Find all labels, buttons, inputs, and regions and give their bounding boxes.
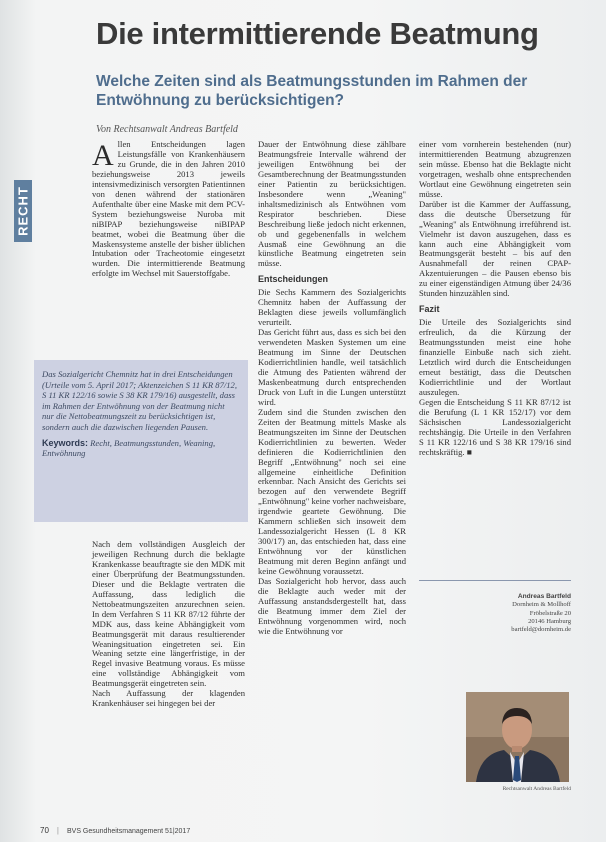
contact-street: Fröbelstraße 20 [529, 609, 571, 617]
contact-email[interactable]: bartfeld@dornheim.de [511, 626, 571, 634]
article-subtitle: Welche Zeiten sind als Beatmungsstunden im Rahmen der Entwöhnung zu berücksichtigen? [96, 73, 528, 109]
contact-firm: Dornheim & Mollhoff [512, 601, 571, 609]
paragraph: llen Entscheidungen lagen Leistungsfälle von Krankenhäusern zu Grunde, die in den Jahren 2010 beziehungsweise 2013 jeweils intensivmedizinisch versorgten Patientinnen von denen während der stationären Aufenthalte über eine Maske mit dem PCV-System beziehungsweise Nuroba mit niBIPAP beziehungsweise niBIPAP beatmet, wobei die Beatmung über die Maskensysteme anstelle der bisher üblichen Intubation oder Tracheotomie eingesetzt wurden. Die intermittierende Beatmung erfolgte im Wechsel mit Sauerstoffgabe. [92, 139, 245, 279]
paragraph: Darüber ist die Kammer der Auffassung, dass die deutsche Übersetzung für „Weaning" als Entwöhnung irreführend ist. Vielmehr ist davon auszugehen, dass es kann auch eine Abhängigkeit vom Beatmungsgerät besteht – bis auf den Ausnahmefall der reinen CPAP-Akzentuierungen – die Pausen ebenso bis zu einer eigenständigen Atmung über 24/36 Stunden hinzuzählen sind. [419, 198, 571, 299]
section-heading: Entscheidungen [258, 274, 329, 285]
contact-name: Andreas Bartfeld [517, 593, 571, 600]
article-author: Von Rechtsanwalt Andreas Bartfeld [96, 124, 238, 135]
paragraph: Dauer der Entwöhnung diese zählbare Beatmungsfreie Intervalle während der jeweiligen Entwöhnung bei der Gesamtberechnung der Beatmungsstunden einer Patientin zu berücksichtigen. Insbesondere wenn „Weaning" inhaltsmedizinisch als Entwöhnen vom Respirator beschrieben. Diese Beschreibung ließe jedoch nicht erkennen, ob und gegebenenfalls in welchem Ausmaß eine Gewöhnung an die künstliche Beatmung eingetreten sein müsse. [258, 139, 406, 269]
author-photo [466, 692, 569, 782]
footer-separator: | [56, 826, 59, 835]
column-1 [92, 140, 245, 279]
paragraph: Das Sozialgericht hob hervor, dass auch die Beklagte auch weder mit der Auffassung anstandsdergestellt hat, dass die Beatmung immer dem Ziel der Entwöhnung vorgenommen wird, noch wie die Entwöhnung vor [258, 575, 406, 636]
paragraph: Das Gericht führt aus, dass es sich bei den verwendeten Masken Systemen um eine Beatmung im Sinne der Deutschen Kodierrichtlinien handle, weil tatsächlich die Atmung des Patienten während der Maskenbeatmung durch entsprechenden Druck von Luft in die Lungen unterstützt wird. [258, 327, 406, 407]
paragraph: Nach dem vollständigen Ausgleich der jeweiligen Rechnung durch die beklagte Krankenkasse beauftragte sie den MDK mit einer Überprüfung der Beatmungsstunden. Dieser und die Beklagte vertraten die Auffassung, dass lediglich die Nettobeatmungszeiten anzurechnen seien. In dem Verfahren S 11 KR 87/12 führte der MDK aus, dass keine Abhängigkeit vom Beatmungsgerät mit daraus resultierender Weaningsituation eingetreten sei. Ein Weaning setzte eine längerfristige, in der Regel invasive Beatmung voraus. Es müsse eine vollständige Abhängigkeit vom Beatmungsgerät eingetreten sein. [92, 539, 245, 689]
abstract-box [34, 360, 248, 522]
paragraph: Gegen die Entscheidung S 11 KR 87/12 ist die Berufung (L 1 KR 152/17) vor dem Sächsischen Landessozialgericht rechtshängig. Die Urteile in den Verfahren S 11 KR 122/16 und S 38 KR 179/16 sind rechtskräftig. ■ [419, 396, 571, 457]
paragraph: Die Urteile des Sozialgerichts sind erfreulich, da die Kürzung der Beatmungsstunden meist eine hohe finanzielle Einbuße nach sich zieht. Letztlich wird durch die Entscheidungen erneut bestätigt, dass die Deutschen Kodierrichtlinie und der Wortlaut auszulegen. [419, 317, 571, 397]
column-3 [419, 140, 571, 458]
column-1-lower [92, 540, 245, 709]
keywords-label: Keywords: [42, 437, 89, 448]
photo-caption: Rechtsanwalt Andreas Bartfeld [502, 786, 571, 792]
publication-name: BVS Gesundheitsmanagement 51|2017 [66, 828, 191, 835]
article-title: Die intermittierende Beatmung [96, 16, 539, 51]
page-footer [40, 826, 190, 835]
keywords-line [42, 438, 238, 459]
drop-cap: A [92, 139, 114, 172]
abstract-text: Das Sozialgericht Chemnitz hat in drei Entscheidungen (Urteile vom 5. April 2017; Aktenzeichen S 11 KR 87/12, S 11 KR 122/16 sowie S 38 KR 179/16) ausgestellt, dass im Rahmen der Entwöhnung von der Beatmung nicht nur die Nettobeatmungszeit zu berücksichtigen ist, sondern auch die dazwischen liegenden Pausen. [42, 369, 237, 432]
section-label: RECHT [15, 186, 31, 236]
section-heading: Fazit [419, 304, 440, 315]
paragraph: Nach Auffassung der klagenden Krankenhäuser sei hingegen bei der [92, 688, 245, 709]
paragraph: Zudem sind die Stunden zwischen den Zeiten der Beatmung mittels Maske als Beatmungszeiten im Sinne der Deutschen Kodierrichtlinien zu bewerten. Weder definieren die Kodierrichtlinien den Begriff „Entwöhnung" noch sei eine allgemeine einheitliche Definition erkennbar. Nach Ansicht des Gerichts sei bezogen auf den verwendete Begriff „Entwöhnung" keine vorher nachweisbare, irgendwie geartete Gewöhnung. Die Kammern schließen sich insoweit dem Landessozialgericht Hessen (L 8 KR 300/17) an, das entschieden hat, dass eine Entwöhnung vor der künstlichen Beatmung mit deren Beginn anfängt und keine Gewöhnung voraussetzt. [258, 406, 406, 577]
paragraph: Die Sechs Kammern des Sozialgerichts Chemnitz haben der Auffassung der Beklagten diese jeweils vollumfänglich verurteilt. [258, 287, 406, 328]
keywords-list: Recht, Beatmungsstunden, Weaning, Entwöhnung [42, 437, 216, 459]
author-address [419, 593, 571, 634]
paragraph: einer vom vornherein bestehenden (nur) intermittierenden Beatmung abzugrenzen sein müsse. Ebenso hat die Beklagte nicht vorgetragen, weshalb ohne entsprechenden Wortlaut eine Gewöhnung eingetreten sein müsse. [419, 139, 571, 199]
column-2 [258, 140, 406, 637]
contact-city: 20146 Hamburg [528, 617, 571, 625]
page-number: 70 [40, 826, 49, 835]
section-tab [14, 180, 32, 242]
